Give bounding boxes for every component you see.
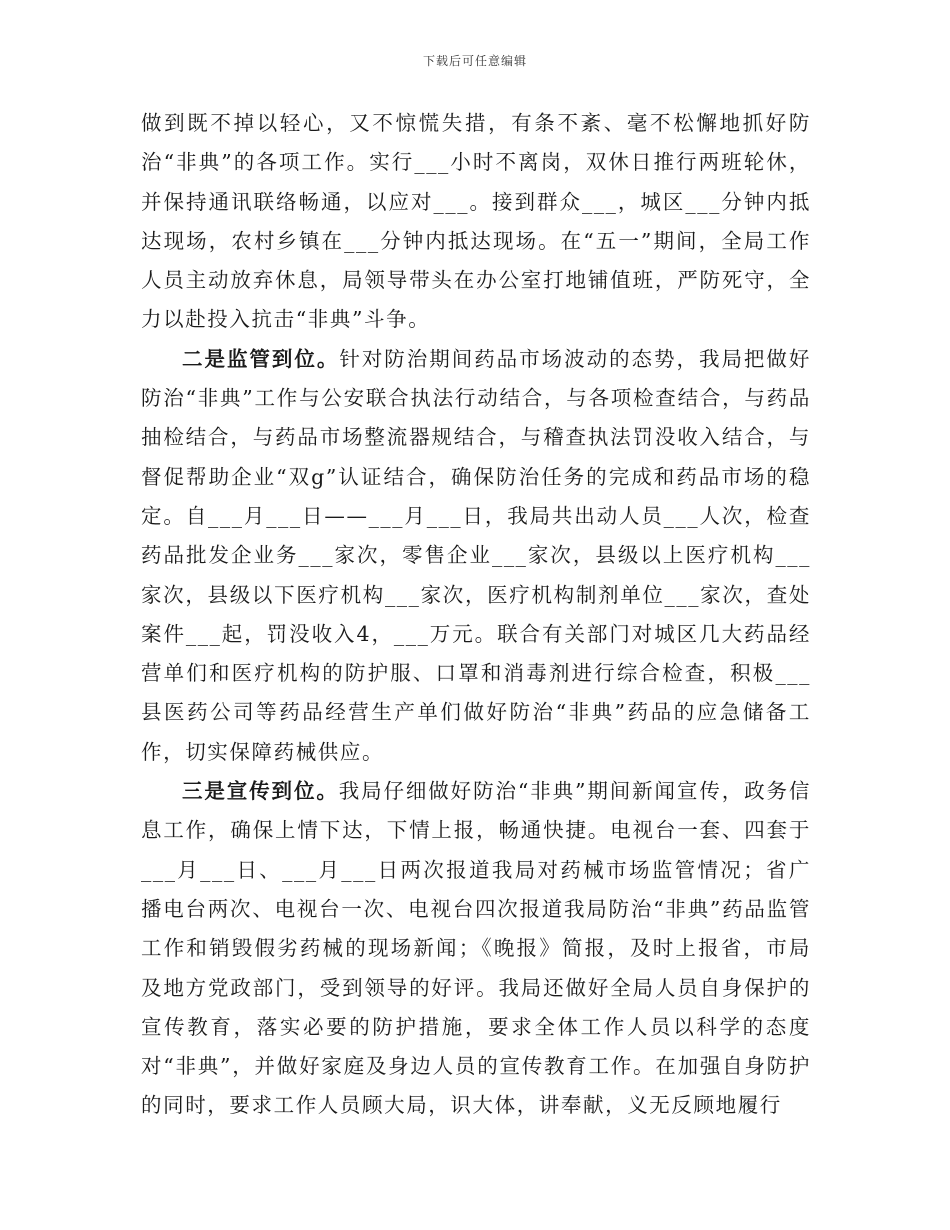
paragraph-publicity <box>141 772 811 1126</box>
paragraph-text: 我局仔细做好防治“非典”期间新闻宣传，政务信息工作，确保上情下达，下情上报，畅通快捷。电视台一套、四套于___月___日、___月___日两次报道我局对药械市场监管情况；省广播电台两次、电视台一次、电视台四次报道我局防治“非典”药品监管工作和销毁假劣药械的现场新闻；《晚报》简报，及时上报省，市局及地方党政部门，受到领导的好评。我局还做好全局人员自身保护的宣传教育，落实必要的防护措施，要求全体工作人员以科学的态度对“非典”，并做好家庭及身边人员的宣传教育工作。在加强自身防护的同时，要求工作人员顾大局，识大体，讲奉献，义无反顾地履行 <box>141 779 811 1118</box>
paragraph-lead: 三是宣传到位。 <box>182 779 339 804</box>
paragraph-supervision <box>141 340 811 772</box>
paragraph-continuation <box>141 104 811 340</box>
paragraph-lead: 二是监管到位。 <box>182 346 340 371</box>
document-body <box>141 104 811 1126</box>
page-header: 下载后可任意编辑 <box>422 54 527 68</box>
paragraph-text: 做到既不掉以轻心，又不惊慌失措，有条不紊、毫不松懈地抓好防治“非典”的各项工作。实行___小时不离岗，双休日推行两班轮休，并保持通讯联络畅通，以应对___。接到群众___，城区___分钟内抵达现场，农村乡镇在___分钟内抵达现场。在“五一”期间，全局工作人员主动放弃休息，局领导带头在办公室打地铺值班，严防死守，全力以赴投入抗击“非典”斗争。 <box>141 111 811 332</box>
paragraph-text: 针对防治期间药品市场波动的态势，我局把做好防治“非典”工作与公安联合执法行动结合，与各项检查结合，与药品抽检结合，与药品市场整流器规结合，与稽查执法罚没收入结合，与督促帮助企业“双g”认证结合，确保防治任务的完成和药品市场的稳定。自___月___日——___月___日，我局共出动人员___人次，检查药品批发企业务___家次，零售企业___家次，县级以上医疗机构___家次，县级以下医疗机构___家次，医疗机构制剂单位___家次，查处案件___起，罚没收入4，___万元。联合有关部门对城区几大药品经营单们和医疗机构的防护服、口罩和消毒剂进行综合检查，积极___县医药公司等药品经营生产单们做好防治“非典”药品的应急储备工作，切实保障药械供应。 <box>141 346 811 764</box>
